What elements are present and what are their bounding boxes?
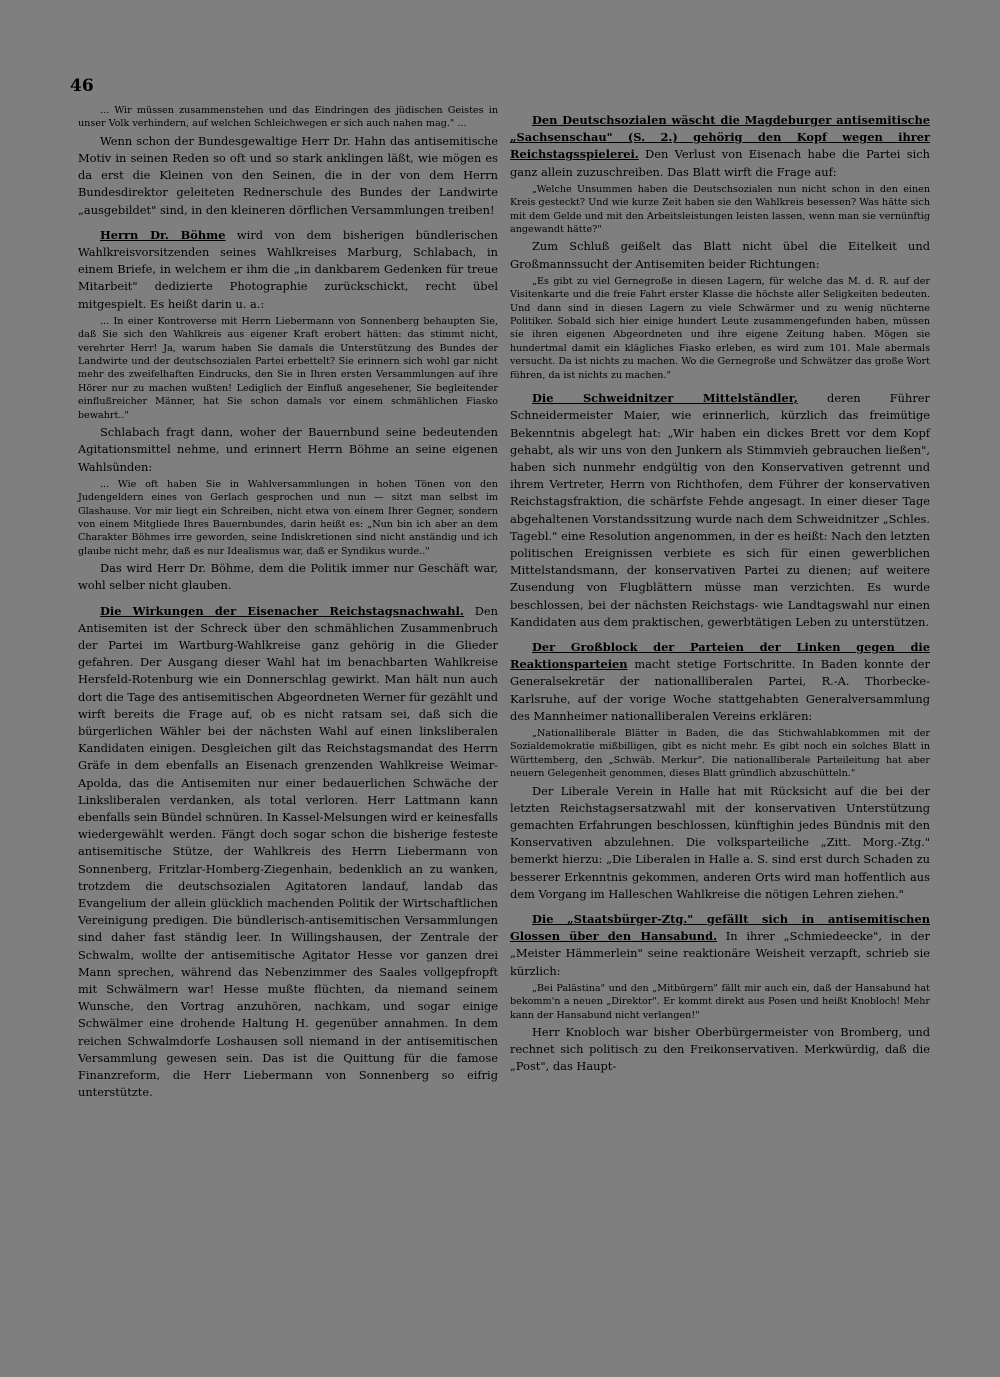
quote-paragraph [78, 104, 498, 131]
paragraph [78, 227, 498, 313]
paragraph-text: ... Wir müssen zusammenstehen und das Eindringen des jüdischen Geistes in unser Volk verhindern, auf welchen Schleichwegen er sich auch nahen mag." ... [78, 105, 498, 130]
quote-paragraph [510, 275, 930, 382]
section-heading: Den Deutschsozialen wäscht die Magdeburger antisemitische „Sachsenschau" (S. 2.) gehörig den Kopf wegen ihrer Reichstagsspielerei. [510, 113, 930, 162]
paragraph-text: Das wird Herr Dr. Böhme, dem die Politik immer nur Geschäft war, wohl selber nicht glauben. [78, 561, 498, 593]
paragraph-text: Den Antisemiten ist der Schreck über den schmählichen Zusammenbruch der Partei im Wartburg-Wahlkreise ganz gehörig in die Glieder gefahren. Der Ausgang dieser Wahl hat im benachbarten Wahlkreise Hersfeld-Rotenburg wie ein Donnerschlag gewirkt. Man hält nun auch dort die Tage des antisemitischen Abgeordneten Werner für gezählt und wirft bereits die Frage auf, ob es nicht ratsam sei, daß sich die bürgerlichen Wähler bei der nächsten Wahl auf einen linksliberalen Kandidaten einigen. Desgleichen gilt das Reichstagsmandat des Herrn Gräfe in dem ebenfalls an Eisenach grenzenden Wahlkreise Weimar-Apolda, das die Antisemiten nur einer bedauerlichen Schwäche der Linksliberalen verdanken, als total verloren. Herr Lattmann kann ebenfalls sein Bündel schnüren. In Kassel-Melsungen wird er keinesfalls wiedergewählt werden. Fängt doch sogar schon die bisherige festeste antisemitische Stütze, der Wahlkreis des Herrn Liebermann von Sonnenberg, Fritzlar-Homberg-Ziegenhain, bedenklich an zu wanken, trotzdem die deutschsozialen Agitatoren landauf, landab das Evangelium der allein glücklich machenden Politik der Wirtschaftlichen Vereinigung predigen. Die bündlerisch-antisemitischen Versammlungen sind daher fast ständig leer. In Willingshausen, der Zentrale der Schwalm, wollte der antisemitische Agitator Hesse vor ganzen drei Mann sprechen, während das Nebenzimmer des Saales vollgepfropft mit Schwälmern war! Hesse mußte flüchten, da niemand seinem Wunsche, den Vortrag anzuhören, nachkam, und sogar einige Schwälmer eine drohende Haltung H. gegenüber annahmen. In dem reichen Schwalmdorfe Loshausen soll niemand in der antisemitischen Versammlung gewesen sein. Das ist die Quittung für die famose Finanzreform, die Herr Liebermann von Sonnenberg so eifrig unterstützte. [78, 603, 498, 1100]
paragraph [510, 783, 930, 903]
quote-paragraph [510, 982, 930, 1022]
paragraph-text: „Bei Palästina" und den „Mitbürgern" fällt mir auch ein, daß der Hansabund hat bekomm'n a neuen „Direktor". Er kommt direkt aus Posen und heißt Knobloch! Mehr kann der Hansabund nicht verlangen!" [510, 982, 930, 1021]
paragraph [510, 238, 930, 272]
right-column [510, 104, 930, 1076]
paragraph [510, 1024, 930, 1076]
paragraph-text: In ihrer „Schmiedeecke", in der „Meister Hämmerlein" seine reaktionäre Weisheit verzapft, schrieb sie kürzlich: [510, 929, 930, 978]
paragraph [510, 112, 930, 181]
quote-paragraph [78, 478, 498, 558]
paragraph [78, 560, 498, 594]
quote-paragraph [78, 315, 498, 422]
paragraph-text: Den Verlust von Eisenach habe die Partei sich ganz allein zuzuschreiben. Das Blatt wirft die Frage auf: [510, 147, 930, 179]
paragraph [510, 390, 930, 631]
paragraph-text: „Es gibt zu viel Gernegroße in diesen Lagern, für welche das M. d. R. auf der Visitenkarte und die freie Fahrt erster Klasse die höchste aller Seligkeiten bedeuten. Und dann sind in diesen Lagern zu viele Schwärmer und zu wenig nüchterne Politiker. Sobald sich hier einige hundert Leute zusammengefunden haben, müssen sie ihren eigenen Abgeordneten und ihre eigene Zeitung haben. Mögen sie hundertmal damit ein klägliches Fiasko erleben, es wird zum 101. Male abermals versucht. Da ist nichts zu machen. Wo die Gernegroße und Schwätzer das große Wort führen, da ist nichts zu machen." [510, 275, 930, 381]
paragraph [510, 911, 930, 980]
quote-paragraph [510, 183, 930, 237]
paragraph-text: Der Liberale Verein in Halle hat mit Rücksicht auf die bei der letzten Reichstagsersatzwahl mit der konservativen Unterstützung gemachten Erfahrungen beschlossen, künftighin jedes Bündnis mit den Konservativen abzulehnen. Die volksparteiliche „Zitt. Morg.-Ztg." bemerkt hierzu: „Die Liberalen in Halle a. S. sind erst durch Schaden zu besserer Erkenntnis gekommen, anderen Orts wird man hoffentlich aus dem Vorgang im Halleschen Wahlkreise die nötigen Lehren ziehen." [510, 783, 930, 901]
page-number: 46 [70, 76, 94, 96]
paragraph-text: deren Führer Schneidermeister Maier, wie erinnerlich, kürzlich das freimütige Bekenntnis abgelegt hat: „Wir haben ein dickes Brett vor dem Kopf gehabt, als wir uns von den Junkern als Stimmvieh gebrauchen ließen", haben sich nunmehr endgültig von den Konservativen getrennt und ihrem Vertreter, Herrn von Richthofen, dem Führer der konservativen Reichstagsfraktion, die schärfste Fehde angesagt. In einer dieser Tage abgehaltenen Vorstandssitzung wurde nach dem Schweidnitzer „Schles. Tagebl." eine Resolution angenommen, in der es heißt: Nach den letzten politischen Ereignissen verbiete es sich für einen gewerblichen Mittelstandsmann, der konservativen Partei zu dienen; auf weitere Zusendung von Flugblättern müsse man verzichten. Es wurde beschlossen, bei der nächsten Reichstags- wie Landtagswahl nur einen Kandidaten aus dem praktischen, gewerbtätigen Leben zu unterstützen. [510, 391, 930, 629]
paragraph-text: ... In einer Kontroverse mit Herrn Liebermann von Sonnenberg behaupten Sie, daß Sie sich den Wahlkreis aus eigener Kraft erobert hätten: das stimmt nicht, verehrter Herr! Ja, warum haben Sie damals die Unterstützung des Bundes der Landwirte und der deutschsozialen Partei erbettelt? Sie erinnern sich wohl gar nicht mehr des zweifelhaften Eindrucks, den Sie in Ihren ersten Versammlungen auf ihre Hörer nur zu machen wußten! Lediglich der Einfluß angesehener, Sie begleitender einflußreicher Männer, hat Sie schon damals vor einem schmählichen Fiasko bewahrt.." [78, 315, 498, 421]
paragraph-text: wird von dem bisherigen bündlerischen Wahlkreisvorsitzenden seines Wahlkreises Marburg, Schlabach, in einem Briefe, in welchem er ihm die „in dankbarem Gedenken für treue Mitarbeit" dedizierte Photographie zurückschickt, recht übel mitgespielt. Es heißt darin u. a.: [78, 227, 498, 311]
paragraph-text: „Nationalliberale Blätter in Baden, die das Stichwahlabkommen mit der Sozialdemokratie mißbilligen, gibt es nicht mehr. Es gibt noch ein solches Blatt in Württemberg, den „Schwäb. Merkur". Die nationalliberale Parteileitung hat aber neuern Gelegenheit genommen, dieses Blatt gründlich abzuschütteln." [510, 727, 930, 780]
paragraph [78, 424, 498, 476]
paragraph-text: ... Wie oft haben Sie in Wahlversammlungen in hohen Tönen von den Judengeldern eines von Gerlach gesprochen und nun — sitzt man selbst im Glashause. Vor mir liegt ein Schreiben, nicht etwa von einem Ihrer Gegner, sondern von einem Mitgliede Ihres Bauernbundes, darin heißt es: „Nun bin ich aber an dem Charakter Böhmes irre geworden, seine Indiskretionen sind nicht anständig und ich glaube nicht mehr, daß es nur Idealismus war, daß er Syndikus wurde.." [78, 478, 498, 557]
paragraph-text: Wenn schon der Bundesgewaltige Herr Dr. Hahn das antisemitische Motiv in seinen Reden so oft und so stark anklingen läßt, wie mögen es da erst die Kleinen von den Seinen, die in der von dem Herrn Bundesdirektor geleiteten Rednerschule des Bundes der Landwirte „ausgebildet" sind, in den kleineren dörflichen Versammlungen treiben! [78, 133, 498, 217]
paragraph [78, 603, 498, 1102]
section-heading: Die „Staatsbürger-Ztg." gefällt sich in antisemitischen Glossen über den Hansabund. [510, 912, 930, 944]
section-heading: Der Großblock der Parteien der Linken gegen die Reaktionsparteien [510, 639, 930, 672]
quote-paragraph [510, 727, 930, 781]
section-heading: Die Schweidnitzer Mittelständler, [532, 391, 798, 406]
paragraph [78, 133, 498, 219]
paragraph-text: Zum Schluß geißelt das Blatt nicht übel die Eitelkeit und Großmannssucht der Antisemiten beider Richtungen: [510, 239, 930, 271]
paragraph-text: „Welche Unsummen haben die Deutschsozialen nun nicht schon in den einen Kreis gesteckt? Und wie kurze Zeit haben sie den Wahlkreis besessen? Was hätte sich mit dem Gelde und mit den Arbeitsleistungen leisten lassen, wenn man sie vernünftig angewandt hätte?" [510, 183, 930, 236]
paragraph-text: Schlabach fragt dann, woher der Bauernbund seine bedeutenden Agitationsmittel nehme, und erinnert Herrn Böhme an seine eigenen Wahlsünden: [78, 425, 498, 474]
paragraph [510, 639, 930, 725]
paragraph-text: Herr Knobloch war bisher Oberbürgermeister von Bromberg, und rechnet sich politisch zu den Freikonservativen. Merkwürdig, daß die „Post", das Haupt- [510, 1025, 930, 1074]
paragraph-text: macht stetige Fortschritte. In Baden konnte der Generalsekretär der nationalliberalen Partei, R.-A. Thorbecke-Karlsruhe, auf der vorige Woche stattgehabten Generalversammlung des Mannheimer nationalliberalen Vereins erklären: [510, 657, 930, 723]
section-heading: Die Wirkungen der Eisenacher Reichstagsnachwahl. [100, 603, 464, 618]
left-column [78, 104, 498, 1101]
section-heading: Herrn Dr. Böhme [100, 227, 226, 242]
